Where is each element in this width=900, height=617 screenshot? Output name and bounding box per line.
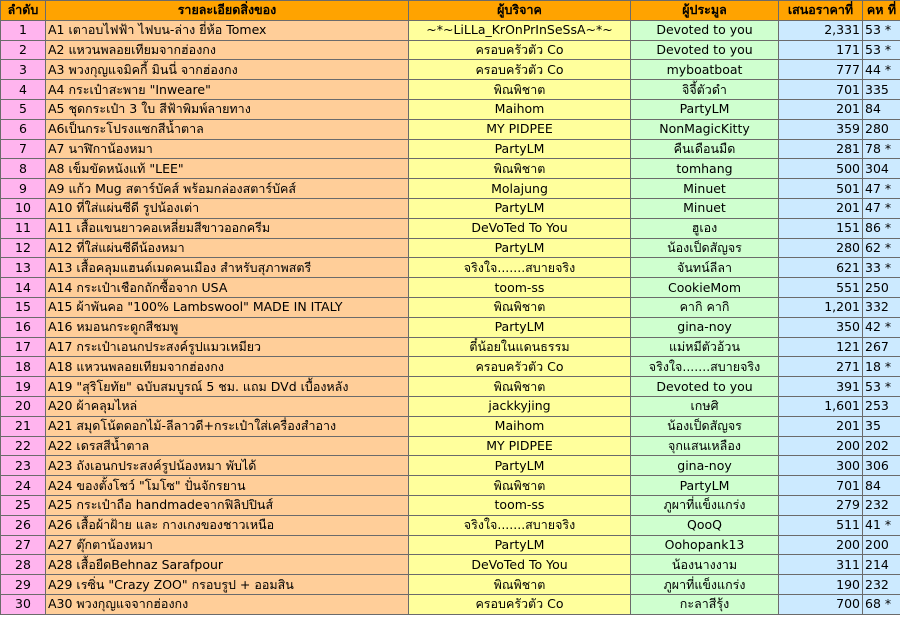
- cell-no: 15: [1, 297, 46, 317]
- table-row: [1, 238, 900, 258]
- cell-donor: toom-ss: [409, 278, 631, 298]
- cell-no: 18: [1, 357, 46, 377]
- cell-comment-id: 53 *: [863, 40, 900, 60]
- cell-item: A7 นาฬิกาน้องหมา: [46, 139, 409, 159]
- cell-price: 2,331: [779, 20, 863, 40]
- cell-price: 551: [779, 278, 863, 298]
- cell-no: 12: [1, 238, 46, 258]
- cell-item: A22 เดรสสีน้ำตาล: [46, 436, 409, 456]
- table-row: [1, 495, 900, 515]
- cell-no: 19: [1, 377, 46, 397]
- cell-donor: toom-ss: [409, 495, 631, 515]
- cell-item: A4 กระเป๋าสะพาย "Inweare": [46, 80, 409, 100]
- table-row: [1, 535, 900, 555]
- cell-buyer: Minuet: [631, 179, 779, 199]
- cell-no: 21: [1, 416, 46, 436]
- cell-comment-id: 84: [863, 99, 900, 119]
- cell-buyer: คืนเดือนมืด: [631, 139, 779, 159]
- cell-donor: ครอบครัวตัว Co: [409, 60, 631, 80]
- cell-price: 200: [779, 436, 863, 456]
- cell-price: 171: [779, 40, 863, 60]
- header-row: [1, 1, 900, 21]
- cell-no: 9: [1, 179, 46, 199]
- table-row: [1, 139, 900, 159]
- table-row: [1, 594, 900, 614]
- cell-comment-id: 332: [863, 297, 900, 317]
- cell-comment-id: 47 *: [863, 198, 900, 218]
- cell-buyer: จริงใจ.......สบายจริง: [631, 357, 779, 377]
- table-row: [1, 396, 900, 416]
- table-row: [1, 60, 900, 80]
- cell-donor: จริงใจ.......สบายจริง: [409, 258, 631, 278]
- cell-donor: ครอบครัวตัว Co: [409, 357, 631, 377]
- cell-no: 14: [1, 278, 46, 298]
- table-row: [1, 99, 900, 119]
- cell-buyer: Devoted to you: [631, 377, 779, 397]
- cell-donor: จริงใจ.......สบายจริง: [409, 515, 631, 535]
- cell-price: 300: [779, 456, 863, 476]
- table-row: [1, 357, 900, 377]
- cell-comment-id: 232: [863, 495, 900, 515]
- cell-comment-id: 42 *: [863, 317, 900, 337]
- cell-price: 1,601: [779, 396, 863, 416]
- table-row: [1, 179, 900, 199]
- cell-item: A13 เสื้อคลุมแฮนด์เมดคนเมือง สำหรับสุภาพสตรี: [46, 258, 409, 278]
- cell-comment-id: 250: [863, 278, 900, 298]
- cell-buyer: คากิ คากิ: [631, 297, 779, 317]
- cell-donor: PartyLM: [409, 238, 631, 258]
- cell-donor: พิณพิชาต: [409, 575, 631, 595]
- cell-comment-id: 86 *: [863, 218, 900, 238]
- header-item: รายละเอียดสิ่งของ: [46, 1, 409, 21]
- cell-donor: Maihom: [409, 99, 631, 119]
- table-row: [1, 436, 900, 456]
- cell-no: 6: [1, 119, 46, 139]
- cell-item: A16 หมอนกระดูกสีชมพู: [46, 317, 409, 337]
- cell-donor: DeVoTed To You: [409, 218, 631, 238]
- cell-price: 621: [779, 258, 863, 278]
- table-row: [1, 555, 900, 575]
- cell-donor: ครอบครัวตัว Co: [409, 594, 631, 614]
- cell-price: 359: [779, 119, 863, 139]
- cell-price: 500: [779, 159, 863, 179]
- cell-item: A1 เตาอบไฟฟ้า ไฟบน-ล่าง ยี่ห้อ Tomex: [46, 20, 409, 40]
- header-buyer: ผู้ประมูล: [631, 1, 779, 21]
- cell-comment-id: 78 *: [863, 139, 900, 159]
- cell-buyer: ฮูเอง: [631, 218, 779, 238]
- cell-comment-id: 53 *: [863, 20, 900, 40]
- cell-no: 11: [1, 218, 46, 238]
- cell-price: 201: [779, 416, 863, 436]
- table-row: [1, 278, 900, 298]
- cell-comment-id: 68 *: [863, 594, 900, 614]
- header-donor: ผู้บริจาค: [409, 1, 631, 21]
- cell-buyer: น้องเป็ดสัญจร: [631, 238, 779, 258]
- cell-no: 5: [1, 99, 46, 119]
- cell-price: 700: [779, 594, 863, 614]
- cell-price: 200: [779, 535, 863, 555]
- cell-item: A14 กระเป๋าเชือกถักซื้อจาก USA: [46, 278, 409, 298]
- table-row: [1, 20, 900, 40]
- cell-comment-id: 267: [863, 337, 900, 357]
- cell-price: 280: [779, 238, 863, 258]
- table-row: [1, 119, 900, 139]
- table-row: [1, 159, 900, 179]
- cell-no: 24: [1, 476, 46, 496]
- cell-no: 28: [1, 555, 46, 575]
- cell-comment-id: 47 *: [863, 179, 900, 199]
- table-row: [1, 297, 900, 317]
- cell-donor: jackkyjing: [409, 396, 631, 416]
- cell-buyer: จุกแสนเหลือง: [631, 436, 779, 456]
- cell-buyer: myboatboat: [631, 60, 779, 80]
- cell-no: 27: [1, 535, 46, 555]
- cell-no: 17: [1, 337, 46, 357]
- cell-comment-id: 214: [863, 555, 900, 575]
- cell-no: 25: [1, 495, 46, 515]
- cell-item: A11 เสื้อแขนยาวคอเหลี่ยมสีขาวออกครีม: [46, 218, 409, 238]
- cell-buyer: กะลาสีรุ้ง: [631, 594, 779, 614]
- cell-buyer: น้องนางงาม: [631, 555, 779, 575]
- cell-no: 3: [1, 60, 46, 80]
- cell-item: A9 แก้ว Mug สตาร์บัคส์ พร้อมกล่องสตาร์บัคส์: [46, 179, 409, 199]
- cell-comment-id: 280: [863, 119, 900, 139]
- cell-buyer: QooQ: [631, 515, 779, 535]
- table-row: [1, 40, 900, 60]
- cell-donor: พิณพิชาต: [409, 297, 631, 317]
- cell-buyer: จันทน์ลีลา: [631, 258, 779, 278]
- cell-donor: PartyLM: [409, 456, 631, 476]
- header-no: ลำดับ: [1, 1, 46, 21]
- cell-buyer: เกษศิ: [631, 396, 779, 416]
- cell-donor: MY PIDPEE: [409, 436, 631, 456]
- cell-comment-id: 44 *: [863, 60, 900, 80]
- cell-item: A27 ตุ๊กตาน้องหมา: [46, 535, 409, 555]
- table-row: [1, 416, 900, 436]
- table-row: [1, 515, 900, 535]
- cell-donor: Molajung: [409, 179, 631, 199]
- cell-donor: ตี๋น้อยในแดนธรรม: [409, 337, 631, 357]
- cell-comment-id: 304: [863, 159, 900, 179]
- cell-item: A10 ที่ใส่แผ่นซีดี รูปน้องเต่า: [46, 198, 409, 218]
- cell-donor: DeVoTed To You: [409, 555, 631, 575]
- cell-donor: พิณพิชาต: [409, 377, 631, 397]
- cell-buyer: CookieMom: [631, 278, 779, 298]
- cell-item: A18 แหวนพลอยเทียมจากฮ่องกง: [46, 357, 409, 377]
- cell-item: A23 ถังเอนกประสงค์รูปน้องหมา พับได้: [46, 456, 409, 476]
- cell-item: A6เป็นกระโปรงแซกสีน้ำตาล: [46, 119, 409, 139]
- cell-price: 701: [779, 476, 863, 496]
- cell-buyer: Devoted to you: [631, 40, 779, 60]
- table-row: [1, 218, 900, 238]
- cell-comment-id: 335: [863, 80, 900, 100]
- cell-no: 13: [1, 258, 46, 278]
- cell-donor: Maihom: [409, 416, 631, 436]
- cell-price: 1,201: [779, 297, 863, 317]
- cell-no: 1: [1, 20, 46, 40]
- cell-buyer: PartyLM: [631, 476, 779, 496]
- cell-price: 501: [779, 179, 863, 199]
- cell-no: 20: [1, 396, 46, 416]
- cell-price: 511: [779, 515, 863, 535]
- cell-buyer: PartyLM: [631, 99, 779, 119]
- table-row: [1, 575, 900, 595]
- cell-buyer: ภูผาที่แข็งแกร่ง: [631, 575, 779, 595]
- cell-no: 16: [1, 317, 46, 337]
- cell-no: 29: [1, 575, 46, 595]
- cell-item: A20 ผ้าคลุมไหล่: [46, 396, 409, 416]
- header-comment-id: คห ที่: [863, 1, 900, 21]
- cell-comment-id: 200: [863, 535, 900, 555]
- table-row: [1, 377, 900, 397]
- table-row: [1, 456, 900, 476]
- cell-buyer: แม่หมีตัวอ้วน: [631, 337, 779, 357]
- cell-comment-id: 33 *: [863, 258, 900, 278]
- cell-donor: พิณพิชาต: [409, 80, 631, 100]
- cell-buyer: Minuet: [631, 198, 779, 218]
- cell-no: 30: [1, 594, 46, 614]
- cell-donor: PartyLM: [409, 139, 631, 159]
- cell-item: A26 เสื้อผ้าฝ้าย และ กางเกงของชาวเหนือ: [46, 515, 409, 535]
- cell-no: 26: [1, 515, 46, 535]
- cell-price: 350: [779, 317, 863, 337]
- cell-comment-id: 202: [863, 436, 900, 456]
- cell-buyer: gina-noy: [631, 456, 779, 476]
- cell-price: 271: [779, 357, 863, 377]
- cell-item: A8 เข็มขัดหนังแท้ "LEE": [46, 159, 409, 179]
- cell-no: 22: [1, 436, 46, 456]
- cell-item: A3 พวงกุญแจมิคกี้ มินนี่ จากฮ่องกง: [46, 60, 409, 80]
- cell-comment-id: 62 *: [863, 238, 900, 258]
- cell-item: A21 สมุดโน้ตดอกไม้-ลีลาวดี+กระเป๋าใส่เครื่องสำอาง: [46, 416, 409, 436]
- header-price: เสนอราคาที่: [779, 1, 863, 21]
- table-row: [1, 317, 900, 337]
- cell-comment-id: 232: [863, 575, 900, 595]
- cell-no: 23: [1, 456, 46, 476]
- cell-item: A30 พวงกุญแจจากฮ่องกง: [46, 594, 409, 614]
- cell-donor: ครอบครัวตัว Co: [409, 40, 631, 60]
- cell-comment-id: 18 *: [863, 357, 900, 377]
- cell-item: A2 แหวนพลอยเทียมจากฮ่องกง: [46, 40, 409, 60]
- table-row: [1, 258, 900, 278]
- cell-buyer: NonMagicKitty: [631, 119, 779, 139]
- cell-item: A15 ผ้าพันคอ "100% Lambswool" MADE IN ITALY: [46, 297, 409, 317]
- cell-price: 311: [779, 555, 863, 575]
- cell-buyer: ภูผาที่แข็งแกร่ง: [631, 495, 779, 515]
- cell-buyer: gina-noy: [631, 317, 779, 337]
- cell-donor: PartyLM: [409, 535, 631, 555]
- cell-item: A25 กระเป๋าถือ handmadeจากฟิลิปปินส์: [46, 495, 409, 515]
- cell-buyer: Oohopank13: [631, 535, 779, 555]
- table-body: [1, 20, 900, 614]
- cell-donor: PartyLM: [409, 317, 631, 337]
- cell-comment-id: 35: [863, 416, 900, 436]
- cell-price: 391: [779, 377, 863, 397]
- cell-donor: ~*~LiLLa_KrOnPrInSeSsA~*~: [409, 20, 631, 40]
- cell-price: 151: [779, 218, 863, 238]
- cell-comment-id: 253: [863, 396, 900, 416]
- cell-comment-id: 306: [863, 456, 900, 476]
- table-row: [1, 476, 900, 496]
- cell-price: 201: [779, 99, 863, 119]
- cell-donor: MY PIDPEE: [409, 119, 631, 139]
- cell-item: A24 ของตั้งโชว์ "โมโซ" ปั่นจักรยาน: [46, 476, 409, 496]
- cell-buyer: จิจี้ตัวดำ: [631, 80, 779, 100]
- cell-donor: พิณพิชาต: [409, 159, 631, 179]
- cell-comment-id: 84: [863, 476, 900, 496]
- cell-donor: PartyLM: [409, 198, 631, 218]
- table-row: [1, 337, 900, 357]
- cell-buyer: Devoted to you: [631, 20, 779, 40]
- cell-item: A5 ชุดกระเป๋า 3 ใบ สีฟ้าพิมพ์ลายทาง: [46, 99, 409, 119]
- table-row: [1, 80, 900, 100]
- cell-buyer: tomhang: [631, 159, 779, 179]
- cell-item: A28 เสื้อยืดBehnaz Sarafpour: [46, 555, 409, 575]
- table-row: [1, 198, 900, 218]
- cell-donor: พิณพิชาต: [409, 476, 631, 496]
- cell-item: A12 ที่ใส่แผ่นซีดีน้องหมา: [46, 238, 409, 258]
- cell-comment-id: 41 *: [863, 515, 900, 535]
- cell-item: A19 "สุริโยทัย" ฉบับสมบูรณ์ 5 ชม. แถม DVd เบื้องหลัง: [46, 377, 409, 397]
- cell-price: 701: [779, 80, 863, 100]
- cell-no: 8: [1, 159, 46, 179]
- cell-price: 281: [779, 139, 863, 159]
- cell-no: 10: [1, 198, 46, 218]
- cell-item: A29 เรซิ่น "Crazy ZOO" กรอบรูป + ออมสิน: [46, 575, 409, 595]
- cell-buyer: น้องเป็ดสัญจร: [631, 416, 779, 436]
- cell-price: 201: [779, 198, 863, 218]
- cell-comment-id: 53 *: [863, 377, 900, 397]
- cell-no: 2: [1, 40, 46, 60]
- cell-no: 4: [1, 80, 46, 100]
- cell-item: A17 กระเป๋าเอนกประสงค์รูปแมวเหมียว: [46, 337, 409, 357]
- cell-price: 190: [779, 575, 863, 595]
- cell-price: 279: [779, 495, 863, 515]
- cell-no: 7: [1, 139, 46, 159]
- cell-price: 121: [779, 337, 863, 357]
- cell-price: 777: [779, 60, 863, 80]
